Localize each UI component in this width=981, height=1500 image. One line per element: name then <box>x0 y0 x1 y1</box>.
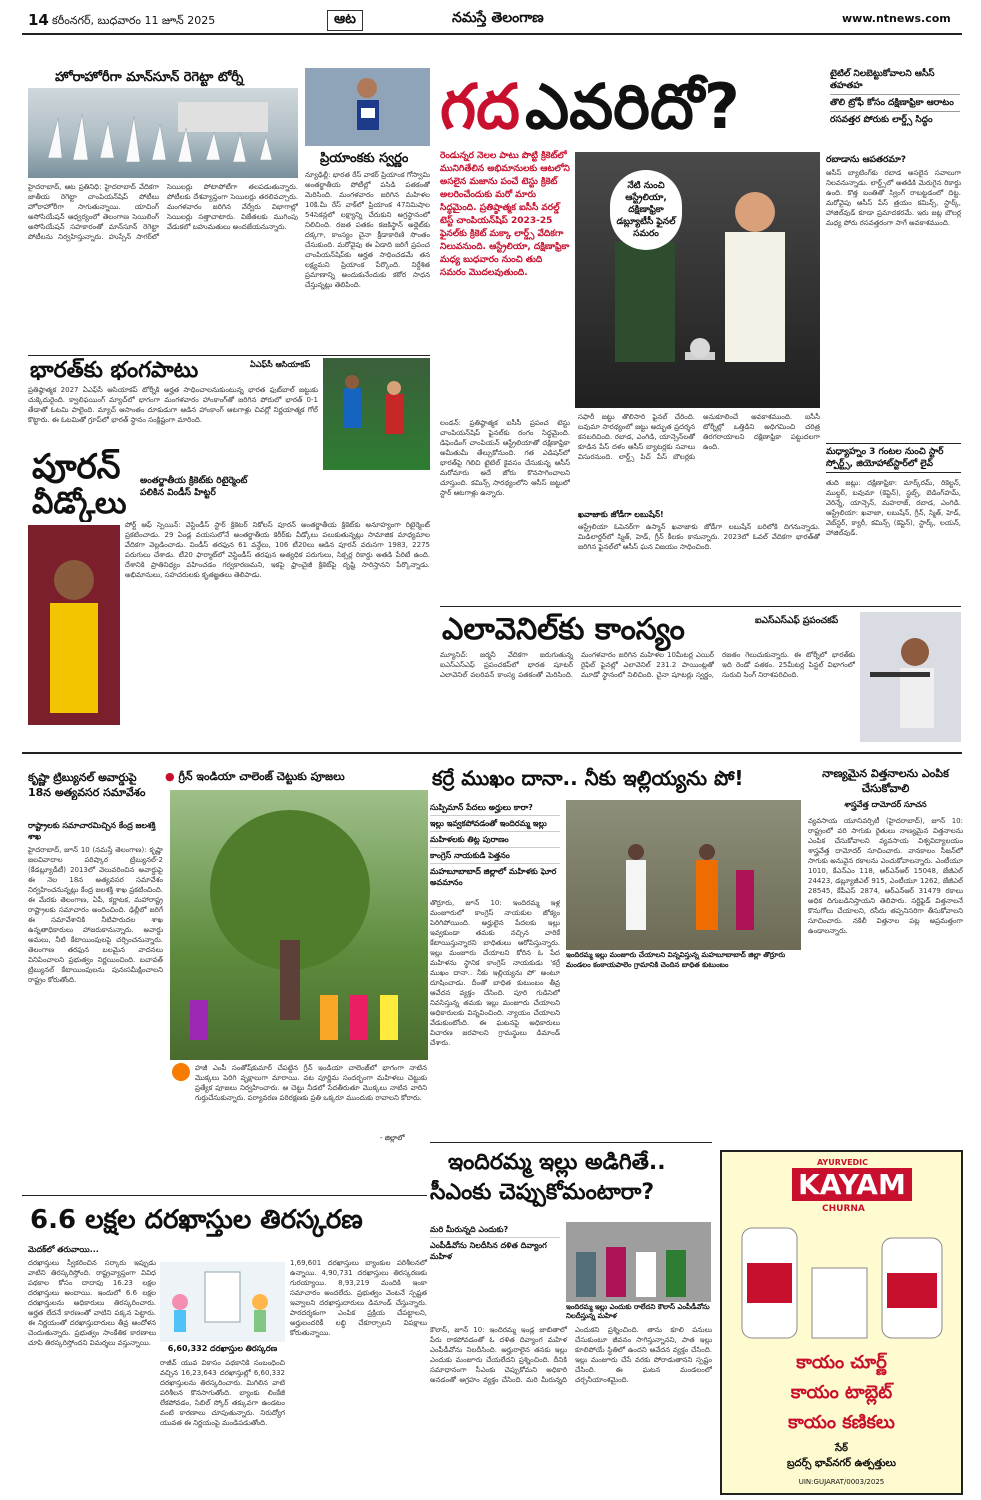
ad-maker-2: బ్రదర్స్ భావ్‌నగర్ ఉత్పత్తులు <box>787 1458 896 1469</box>
site-url[interactable]: www.ntnews.com <box>842 12 951 25</box>
gada-side-note-1: టైటిల్ నిలబెట్టుకోవాలని ఆసీస్ తహతహ <box>830 69 935 91</box>
masthead <box>22 6 962 32</box>
cricketer-graphic <box>28 525 120 725</box>
captains-with-mace-graphic <box>575 152 820 408</box>
paper-name: నమస్తే తెలంగాణ <box>452 10 544 26</box>
rejection-col2: రాజీవ్ యువ వికాసం పథకానికి సంబంధించి వచ్చిన 16,23,643 దరఖాస్తుల్లో 6,60,332 దరఖాస్తులను తిరస్కరించారు. మిగిలిన వాటి పరిశీలన కొనసాగుతోంది. బ్యాంకు లింకేజీ లేకపోవడం, సిబిల్ స్కోర్ తక్కువగా ఉండటం వంటి కారణాలు చూపుతున్నారు. నిరుద్యోగ యువత ఈ నిర్ణయంపై మండిపడుతోంది. <box>160 1359 285 1427</box>
karre-bullet: మహిళలకు తిట్ల పురాణం <box>430 832 560 848</box>
cm-bullet: ఎంపీడీవోను నిలదీసిన దళిత దివ్యాంగ మహిళ <box>430 1241 547 1261</box>
section-divider <box>430 1142 712 1143</box>
audio-icon[interactable] <box>172 1063 190 1081</box>
family-photo-caption: ఇందిరమ్మ ఇల్లు మంజూరు చేయాలని విన్నవిస్తున్న మహబూబాబాద్ జిల్లా తొర్రూరు మండలం కంఠాయపాలెం గ్రామానికి చెందిన బాధిత కుటుంబం <box>566 951 786 969</box>
seeds-sub: శాస్త్రవేత్త దామోదర్ సూచన <box>844 800 927 809</box>
regatta-headline: హోరాహోరీగా మాన్‌సూన్ రెగెట్టా టోర్నీ <box>55 70 244 85</box>
green-india-caption: హజీ ఎంపీ సంతోష్‌కుమార్ చేపట్టిన గ్రీన్ ఇండియా చాలెంజ్‌లో భాగంగా నాటిన మొక్కలు పెరిగి వృక్షాలుగా మారాయి. వట పూర్ణిమ సందర్భంగా మహిళలు చెట్టుకు ప్రత్యేక పూజలు నిర్వహించారు. ఆ చెట్టు నీడలో సేదతీరుతూ మొక్కలు నాటిన వారిని గుర్తుచేసుకున్నారు. పర్యావరణ పరిరక్షణకు ప్రతి ఒక్కరూ ముందుకు రావాలని కోరారు. <box>195 1064 427 1102</box>
ad-line-2: కాయం టాబ్లెట్ <box>790 1382 893 1403</box>
tree-worship-graphic <box>170 790 428 1060</box>
gada-sub-body: ఆస్ట్రేలియా ఓపెనర్‌గా ఉస్మాన్ ఖవాజాకు జోడీగా లబుషేన్ బరిలోకి దిగనున్నాడు. మిడిలార్డర్‌లో స్మిత్, హెడ్, గ్రీన్ కీలకం కానున్నారు. 2023లో ఓవల్ వేదికగా భారత్‌తో జరిగిన ఫైనల్‌లో ఆసీస్ ఘన విజయం సాధించింది. <box>578 523 820 551</box>
pooran-kicker: అంతర్జాతీయ క్రికెట్‌కు రిటైర్మెంట్ పలికిన విండీస్ హిట్టర్ <box>140 476 248 498</box>
gada-side-note-3: రసవత్తర పోరుకు లార్డ్స్ సిద్ధం <box>830 115 933 125</box>
tribunal-sub: రాష్ట్రాలకు సమాచారమిచ్చిన కేంద్ర జలశక్తి శాఖ <box>28 821 156 841</box>
cm-headline-line2: సీఎంకు చెప్పుకోమంటారా? <box>430 1180 655 1205</box>
gada-col2-body: సఫారీ జట్టు తొలిసారి ఫైనల్ చేరింది. బవుమా సారథ్యంలో జట్టు అద్భుత ప్రదర్శన కనబరిచింది. రబాడ, ఎంగిడి, యాన్సెన్‌లతో కూడిన పేస్ దళం ఆసీస్ బ్యాటర్లకు సవాలు విసురనుంది. లార్డ్స్ పిచ్ పేస్ బౌలర్లకు అనుకూలించే అవకాశముంది. ఐసీసీ టోర్నీల్లో ఒత్తిడిని అధిగమించి చరిత్ర తిరగరాయాలని దక్షిణాఫ్రికా పట్టుదలగా ఉంది. <box>578 413 820 461</box>
rejection-col1: దరఖాస్తులు స్వీకరించిన సర్కారు ఇప్పుడు వాటిని తిరస్కరిస్తోంది. రాష్ట్రవ్యాప్తంగా వివిధ పథకాల కోసం దాదాపు 16.23 లక్షల దరఖాస్తులు అందాయి. ఇందులో 6.6 లక్షల దరఖాస్తులను అధికారులు తిరస్కరించారు. అర్హత లేదనే కారణంతో వాటిని పక్కన పెట్టారు. ఈ నిర్ణయంతో దరఖాస్తుదారులు తీవ్ర ఆందోళన చెందుతున్నారు. ప్రభుత్వం సాంకేతిక కారణాలు చూపి తిరస్కరిస్తోందని విమర్శలు వస్తున్నాయి. <box>28 1259 156 1347</box>
header-rule <box>22 33 962 35</box>
pooran-headline-line2: వీడ్కోలు <box>32 486 127 521</box>
section-divider <box>28 355 430 356</box>
gada-headline-black: ఎవరిదో? <box>525 70 740 143</box>
gada-col3-body: ఆసీస్ బ్యాటింగ్‌కు రబాడ అసలైన సవాలుగా నిలవనున్నాడు. లార్డ్స్‌లో అతడికి మెరుగైన రికార్డు ఉంది. కొత్త బంతితో స్వింగ్ రాబట్టడంలో దిట్ట. మరోవైపు ఆసీస్ పేస్ త్రయం కమిన్స్, స్టార్క్, హాజిల్‌వుడ్ కూడా ప్రమాదకరమే. ఇరు జట్ల బౌలర్ల మధ్య పోరు రసవత్తరంగా సాగే అవకాశముంది. <box>826 169 961 227</box>
wtc-photo-label: నేటి నుంచి ఆస్ట్రేలియా, దక్షిణాఫ్రికా డబ్ల్యూటీసీ ఫైనల్ సమరం <box>610 170 682 250</box>
tribunal-body: హైదరాబాద్, జూన్ 10 (నమస్తే తెలంగాణ): కృష్ణా జలవివాదాల పరిష్కార ట్రిబ్యునల్-2 (కేడబ్ల్యూడీటీ) 2013లో వెలువరించిన అవార్డుపై ఈ నెల 18న అత్యవసర సమావేశం నిర్వహించనున్నట్లు కేంద్ర జలశక్తి శాఖ ప్రకటించింది. ఈ మేరకు తెలంగాణ, ఏపీ, కర్ణాటక, మహారాష్ట్ర రాష్ట్రాలకు సమాచారం అందించింది. ఢిల్లీలో జరిగే ఈ సమావేశానికి నీటిపారుదల శాఖ ఉన్నతాధికారులు హాజరుకానున్నారు. అవార్డు అమలు, నీటి కేటాయింపులపై చర్చించనున్నారు. తెలంగాణ తరఫున బలమైన వాదనలు వినిపించాలని ప్రభుత్వం నిర్ణయించింది. బచావత్ ట్రిబ్యునల్ కేటాయింపులను పునఃసమీక్షించాలని రాష్ట్రం కోరుతోంది. <box>28 846 163 984</box>
elavenil-body: మ్యూనిచ్: జర్మనీ వేదికగా జరుగుతున్న ఐఎస్ఎస్ఎఫ్ ప్రపంచకప్‌లో భారత షూటర్ ఎలావెనిల్ వలరివన్ కాంస్య పతకంతో మెరిసింది. మంగళవారం జరిగిన మహిళల 10మీటర్ల ఎయిర్ రైఫిల్ ఫైనల్లో ఎలావెనిల్ 231.2 పాయింట్లతో మూడో స్థానంలో నిలిచింది. చైనా షూటర్లు స్వర్ణం, రజతం గెలుచుకున్నారు. ఈ టోర్నీలో భారత్‌కు ఇది రెండో పతకం. 25మీటర్ల పిస్టల్ విభాగంలో సురుచి సింగ్ నిరాశపరిచింది. <box>440 651 855 679</box>
gada-side-note-2: తొలి ట్రోఫీ కోసం దక్షిణాఫ్రికా ఆరాటం <box>830 98 954 108</box>
seeds-headline: నాణ్యమైన విత్తనాలను ఎంపిక చేసుకోవాలి <box>822 767 949 795</box>
athlete-graphic <box>305 68 430 146</box>
priyanka-body: న్యూఢిల్లీ: భారత రేస్ వాకర్ ప్రియాంక గోస్వామి అంతర్జాతీయ పోటీల్లో పసిడి పతకంతో మెరిసింది. మంగళవారం జరిగిన మహిళల 10కి.మీ రేస్ వాక్‌లో ప్రియాంక 47నిమిషాల 54సెకన్లలో లక్ష్యాన్ని చేరుకుని అగ్రస్థానంలో నిలిచింది. రజత పతకం కజకిస్థాన్ అథ్లెట్‌కు దక్కగా, కాంస్యం చైనా క్రీడాకారిణి సొంతం చేసుకుంది. మరోవైపు ఈ ఏడాది జరిగే ప్రపంచ చాంపియన్‌షిప్‌కు అర్హత సాధించడమే తన లక్ష్యమని ప్రియాంక పేర్కొంది. నిర్దేశిత ప్రమాణాన్ని అందుకునేందుకు కఠోర సాధన చేస్తున్నట్లు తెలిపింది. <box>305 171 430 289</box>
gada-sub-headline: ఖవాజాకు జోడీగా లబుషేన్! <box>578 510 664 519</box>
section-name: ఆట <box>327 10 363 31</box>
side-note-rule <box>830 94 960 95</box>
gada-side-notes <box>830 68 960 126</box>
kayam-ad[interactable] <box>720 1150 963 1495</box>
ad-top-text: AYURVEDIC <box>817 1158 869 1167</box>
page-number: 14 <box>28 11 49 29</box>
ad-line-1: కాయం చూర్ణ్ <box>796 1352 887 1373</box>
graphic-caption: 6,60,332 దరఖాస్తుల తిరస్కరణ <box>167 1344 278 1353</box>
bullet-icon: ● <box>165 770 175 783</box>
tree-photo <box>170 790 428 1060</box>
ad-maker-1: సేఠ్ <box>835 1443 848 1454</box>
wtc-captains-photo <box>575 152 820 408</box>
family-graphic <box>566 800 801 950</box>
mpdo-photo-caption: ఇందిరమ్మ ఇల్లు ఎందుకు రాలేదని కౌలాస్ ఎంపీడీవోను నిలదీస్తున్న మహిళ <box>566 1303 710 1320</box>
pooran-photo <box>28 525 120 725</box>
cm-bullets <box>430 1222 560 1264</box>
gada-col1-body: లండన్: ప్రతిష్ఠాత్మక ఐసీసీ ప్రపంచ టెస్టు చాంపియన్‌షిప్ ఫైనల్‌కు రంగం సిద్ధమైంది. డిఫెండింగ్ చాంపియన్ ఆస్ట్రేలియాతో దక్షిణాఫ్రికా అమీతుమీ తేల్చుకోనుంది. గత ఎడిషన్‌లో భారత్‌పై గెలిచి టైటిల్ కైవసం చేసుకున్న ఆసీస్ మరోమారు అదే జోరు కొనసాగించాలని చూస్తుంది. కమిన్స్ సారథ్యంలోని ఆసీస్ జట్టులో స్టార్ ఆటగాళ్లు ఉన్నారు. <box>440 419 570 497</box>
priyanka-headline: ప్రియాంకకు స్వర్ణం <box>320 151 409 166</box>
shooter-graphic <box>860 612 961 742</box>
elavenil-headline: ఎలావెనిల్‌కు కాంస్యం <box>442 612 685 647</box>
football-photo <box>323 358 430 470</box>
india-loss-headline: భారత్‌కు భంగపాటు <box>30 358 199 383</box>
ad-uin: UIN:GUJARAT/0003/2025 <box>798 1478 885 1486</box>
section-divider <box>22 1195 427 1196</box>
green-india-byline: - జిల్లాలో <box>380 1134 405 1142</box>
ad-brand: KAYAM <box>792 1168 912 1201</box>
live-telecast-box: మధ్యాహ్నం 3 గంటల నుంచి స్టార్ స్పోర్ట్స్, జియోహాట్‌స్టార్‌లో లైవ్ <box>826 443 961 473</box>
mpdo-photo <box>566 1222 711 1302</box>
pooran-headline-line1: పూరన్ <box>32 448 121 486</box>
elavenil-photo <box>860 612 961 742</box>
green-india-title: గ్రీన్ ఇండియా చాలెంజ్ చెట్టుకు పూజలు <box>178 770 345 783</box>
cm-body: కౌలాస్, జూన్ 10: ఇందిరమ్మ ఇండ్ల జాబితాలో పేరు రాకపోవడంతో ఓ దళిత దివ్యాంగ మహిళ ఎంపీడీవోను నిలదీసింది. అర్హురాలైన తనకు ఇల్లు ఎందుకు మంజూరు చేయలేదని ప్రశ్నించింది. దీనికి సమాధానంగా సీఎంకు చెప్పుకోమని అధికారి అనడంతో ఆగ్రహం వ్యక్తం చేసింది. మరి మీరున్నది ఎందుకని ప్రశ్నించింది. తాను కూలి పనులు చేసుకుంటూ జీవనం సాగిస్తున్నానని, పాత ఇల్లు కూలిపోయే స్థితిలో ఉందని ఆవేదన వ్యక్తం చేసింది. ఇల్లు మంజూరు చేసే వరకు పోరాడుతానని స్పష్టం చేసింది. ఈ ఘటన మండలంలో చర్చనీయాంశమైంది. <box>430 1326 712 1384</box>
karre-body: తొర్రూరు, జూన్ 10: ఇందిరమ్మ ఇళ్ల మంజూరులో కాంగ్రెస్ నాయకుల జోక్యం పెరిగిపోయింది. అర్హులైన పేదలకు ఇల్లు ఇవ్వకుండా తమకు నచ్చిన వారికే కేటాయిస్తున్నారని బాధితులు ఆరోపిస్తున్నారు. ఇల్లు మంజూరు చేయాలని కోరిన ఓ పేద మహిళను స్థానిక కాంగ్రెస్ నాయకుడు 'కర్రే ముఖం దానా.. నీకు ఇల్లియ్యను పో' అంటూ దూషించాడు. దీంతో బాధిత కుటుంబం తీవ్ర ఆవేదన వ్యక్తం చేసింది. పూరి గుడిసెలో నివసిస్తున్న తమకు ఇల్లు మంజూరు చేయాలని అధికారులకు విన్నవించింది. న్యాయం చేయాలని వేడుకుంటోంది. ఈ ఘటనపై అధికారులు విచారణ జరపాలని గ్రామస్థులు డిమాండ్ చేశారు. <box>430 899 560 1047</box>
office-graphic <box>566 1222 711 1302</box>
karre-bullet: మహబూబాబాద్ జిల్లాలో మహిళకు ఘోర అవమానం <box>430 867 557 887</box>
gada-headline-red: గద <box>440 70 520 143</box>
people-form-graphic <box>160 1262 285 1342</box>
application-graphic <box>160 1262 285 1342</box>
section-divider <box>440 606 961 607</box>
section-divider <box>22 752 962 754</box>
gada-col3-head: రబాడాను ఆపతరమా? <box>826 155 907 165</box>
india-loss-body: ప్రతిష్ఠాత్మక 2027 ఏఎఫ్‌సీ ఆసియాకప్ టోర్నీకి అర్హత సాధించాలనుకుంటున్న భారత ఫుట్‌బాల్ జట్టుకు చుక్కెదురైంది. క్వాలిఫయింగ్ మ్యాచ్‌లో భాగంగా మంగళవారం హాంకాంగ్‌తో జరిగిన పోరులో భారత్ 0-1 తేడాతో ఓటమి పాలైంది. మ్యాచ్ ఆసాంతం దూకుడుగా ఆడిన హాంకాంగ్ ఆటగాళ్లు చివర్లో నిర్ణయాత్మక గోల్ కొట్టారు. ఈ ఓటమితో గ్రూప్‌లో భారత్ స్థానం సంక్లిష్టంగా మారింది. <box>28 386 318 424</box>
footballers-graphic <box>323 358 430 470</box>
side-note-rule <box>830 111 960 112</box>
rejection-headline: 6.6 లక్షల దరఖాస్తుల తిరస్కరణ <box>30 1205 363 1235</box>
green-india-headline <box>165 770 425 786</box>
priyanka-photo <box>305 68 430 146</box>
final-squads: తుది జట్లు: దక్షిణాఫ్రికా: మార్క్‌రమ్, రికెల్టన్, ముల్డర్, బవుమా (కెప్టెన్), స్టబ్స్, బెడింగ్‌హమ్, వెరిన్నే, యాన్సెన్, మహరాజ్, రబాడ, ఎంగిడి. ఆస్ట్రేలియా: ఖవాజా, లబుషేన్, గ్రీన్, స్మిత్, హెడ్, వెబ్‌స్టర్, క్యారీ, కమిన్స్ (కెప్టెన్), స్టార్క్, లయన్, హాజిల్‌వుడ్. <box>826 479 961 537</box>
elavenil-tag: ఐఎస్ఎస్ఎఫ్ ప్రపంచకప్ <box>755 616 839 626</box>
gada-intro: రెండున్నర నెలల పాటు పొట్టి క్రికెట్‌లో మునిగితేలిన అభిమానులకు ఆటలోని అసలైన మజాను పంచే టెస్టు క్రికెట్ అలరించేందుకు మరో మారు సిద్ధమైంది. ప్రతిష్ఠాత్మక ఐసీసీ వరల్డ్ టెస్ట్ చాంపియన్‌షిప్ 2023-25 ఫైనల్‌కు క్రికెట్ మక్కా లార్డ్స్ వేదికగా నిలువనుంది. ఆస్ట్రేలియా, దక్షిణాఫ్రికా మధ్య బుధవారం నుంచి తుది సమరం మొదలవుతుంది. <box>440 151 570 278</box>
karre-bullet: కాంగ్రెస్ నాయకుడి పెత్తనం <box>430 848 560 864</box>
karre-bullet: సుప్పిమాన్ పేదలు అర్హులు కారా? <box>430 800 560 816</box>
regatta-body: హైదరాబాద్, ఆట ప్రతినిధి: హైదరాబాద్ వేదికగా జాతీయ రెగెట్టా చాంపియన్‌షిప్ పోటీలు హోరాహోరీగా సాగుతున్నాయి. యాచింగ్ అసోసియేషన్ ఆధ్వర్యంలో తెలంగాణ సెయిలింగ్ అసోసియేషన్ సహకారంతో మాన్‌సూన్ రెగెట్టా పోటీలను నిర్వహిస్తున్నారు. హుస్సేన్ సాగర్‌లో సెయిలర్లు పోటాపోటీగా తలపడుతున్నారు. పోటీలకు దేశవ్యాప్తంగా సెయిలర్లు తరలివచ్చారు. మంగళవారం జరిగిన వేర్వేరు విభాగాల్లో సెయిలర్లు సత్తాచాటారు. విజేతలకు ముగింపు వేడుకలో బహుమతులు అందజేయనున్నారు. <box>28 183 298 241</box>
ad-brand2: CHURNA <box>822 1204 865 1214</box>
cm-headline-line1: ఇందిరమ్మ ఇల్లు అడిగితే.. <box>448 1150 666 1175</box>
regatta-photo <box>28 88 298 178</box>
pooran-body: పోర్ట్ ఆఫ్ స్పెయిన్: వెస్టిండీస్ స్టార్ క్రికెటర్ నికోలస్ పూరన్ అంతర్జాతీయ క్రికెట్‌కు అనూహ్యంగా రిటైర్మెంట్ ప్రకటించాడు. 29 ఏండ్ల వయసులోనే అంతర్జాతీయ కెరీర్‌కు వీడ్కోలు పలుకుతున్నట్లు సామాజిక మాధ్యమాల వేదికగా వెల్లడించాడు. విండీస్ తరఫున 61 వన్డేలు, 106 టీ20లు ఆడిన పూరన్ వరుసగా 1983, 2275 పరుగులు చేశాడు. టీ20 ఫార్మాట్‌లో వెస్టిండీస్ తరఫున అత్యధిక పరుగులు, సిక్సర్ల రికార్డు అతడి పేరిటే ఉంది. దేశానికి ప్రాతినిధ్యం వహించడం గర్వకారణమని, ఇకపై ఫ్రాంచైజీ క్రికెట్‌పై దృష్టి సారిస్తానని పేర్కొన్నాడు. అభిమానులు, సహచరులకు కృతజ్ఞతలు తెలిపాడు. <box>125 521 430 579</box>
karre-bullet: ఇల్లు ఇవ్వకపోవడంతో ఇందిరమ్మ ఇల్లు <box>430 816 560 832</box>
cm-bullet: మరి మీరున్నది ఎందుకు? <box>430 1222 560 1238</box>
karre-bullets <box>430 800 560 890</box>
dateline: కరీంనగర్, బుధవారం 11 జూన్ 2025 <box>52 14 216 27</box>
product-bottles-graphic <box>732 1218 954 1348</box>
ad-line-3: కాయం కణికలు <box>788 1412 895 1433</box>
india-loss-tag: ఏఎఫ్‌సీ ఆసియాకప్ <box>250 360 311 369</box>
sailboats-graphic <box>28 88 298 178</box>
rejection-col3: 1,69,601 దరఖాస్తులు బ్యాంకుల పరిశీలనలో ఉన్నాయి. 4,90,731 దరఖాస్తులు తిరస్కరణకు గురయ్యాయి. 8,93,219 మందికి ఇంకా సమాచారం అందలేదు. ప్రభుత్వం వెంటనే స్పష్టత ఇవ్వాలని దరఖాస్తుదారులు డిమాండ్ చేస్తున్నారు. పారదర్శకంగా ఎంపిక ప్రక్రియ చేపట్టాలని, అర్హులందరికీ లబ్ధి చేకూర్చాలని విపక్షాలు కోరుతున్నాయి. <box>290 1259 427 1337</box>
rejection-kicker: మెదక్‌లో తరువాయి... <box>28 1245 99 1254</box>
karre-headline: కర్రే ముఖం దానా.. నీకు ఇల్లియ్యను పో! <box>432 766 744 790</box>
seeds-body: వ్యవసాయ యూనివర్సిటీ (హైదరాబాద్), జూన్ 10: రాష్ట్రంలో వరి సాగుకు రైతులు నాణ్యమైన విత్తనాలను ఎంపిక చేసుకోవాలని వ్యవసాయ విశ్వవిద్యాలయం శాస్త్రవేత్త దామోదర్ సూచించారు. వానకాలం సీజన్‌లో సాగుకు అనువైన రకాలను ఎంచుకోవాలన్నారు. ఎంటీయూ 1010, కేఎన్ఎం 118, ఆర్ఎన్ఆర్ 15048, జేజీఎల్ 24423, డబ్ల్యూజీఎల్ 915, ఎంటీయూ 1262, జేజీఎల్ 28545, కేపీఎస్ 2874, ఆర్ఎన్ఆర్ 31479 రకాలు అధిక దిగుబడినిస్తాయని తెలిపారు. సర్టిఫైడ్ విత్తనాలనే కొనుగోలు చేయాలని, రసీదు తప్పనిసరిగా తీసుకోవాలని సూచించారు. నకిలీ విత్తనాల పట్ల అప్రమత్తంగా ఉండాలన్నారు. <box>808 817 963 935</box>
gada-headline <box>440 70 830 150</box>
tribunal-headline: కృష్ణా ట్రిబ్యునల్ అవార్డుపై 18న అత్యవసర సమావేశం <box>28 771 146 799</box>
family-photo <box>566 800 801 950</box>
